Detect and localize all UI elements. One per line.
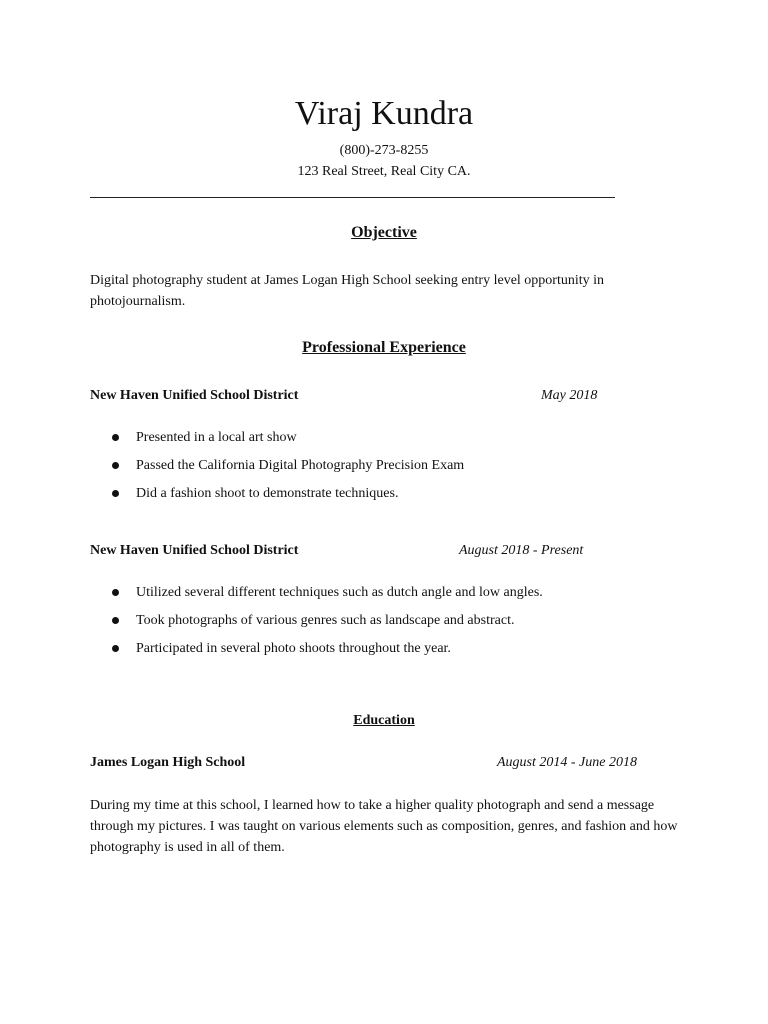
school-date: August 2014 - June 2018 [497, 755, 637, 770]
bullet-icon [112, 589, 119, 596]
school-name: James Logan High School [90, 755, 246, 770]
job-1-date: May 2018 [541, 388, 598, 403]
bullet-icon [112, 490, 119, 497]
list-item: Took photographs of various genres such as landscape and abstract. [90, 612, 543, 640]
resume-name: Viraj Kundra [294, 95, 474, 132]
education-text: During my time at this school, I learned how to take a higher quality photograph and send a message through my pictures. I was taught on various elements such as composition, genres, and fashion and how photography is used in all of them. [90, 798, 678, 855]
phone-number: (800)-273-8255 [339, 143, 429, 158]
objective-text: Digital photography student at James Logan High School seeking entry level opportunity in photojournalism. [90, 273, 605, 309]
objective-heading: Objective [351, 224, 417, 241]
list-item: Did a fashion shoot to demonstrate techniques. [90, 485, 464, 513]
header-divider [90, 197, 615, 198]
list-item: Utilized several different techniques such as dutch angle and low angles. [90, 584, 543, 612]
job-2-org: New Haven Unified School District [90, 543, 299, 558]
job-1-bullets [90, 429, 464, 513]
job-2-bullets [90, 584, 543, 668]
list-item: Participated in several photo shoots throughout the year. [90, 640, 543, 668]
list-item: Passed the California Digital Photography Precision Exam [90, 457, 464, 485]
bullet-icon [112, 434, 119, 441]
address: 123 Real Street, Real City CA. [297, 164, 471, 179]
job-1-org: New Haven Unified School District [90, 388, 299, 403]
bullet-icon [112, 462, 119, 469]
bullet-icon [112, 645, 119, 652]
job-2-date: August 2018 - Present [459, 543, 584, 558]
experience-heading: Professional Experience [302, 339, 466, 356]
list-item: Presented in a local art show [90, 429, 464, 457]
education-heading: Education [353, 713, 415, 728]
bullet-icon [112, 617, 119, 624]
